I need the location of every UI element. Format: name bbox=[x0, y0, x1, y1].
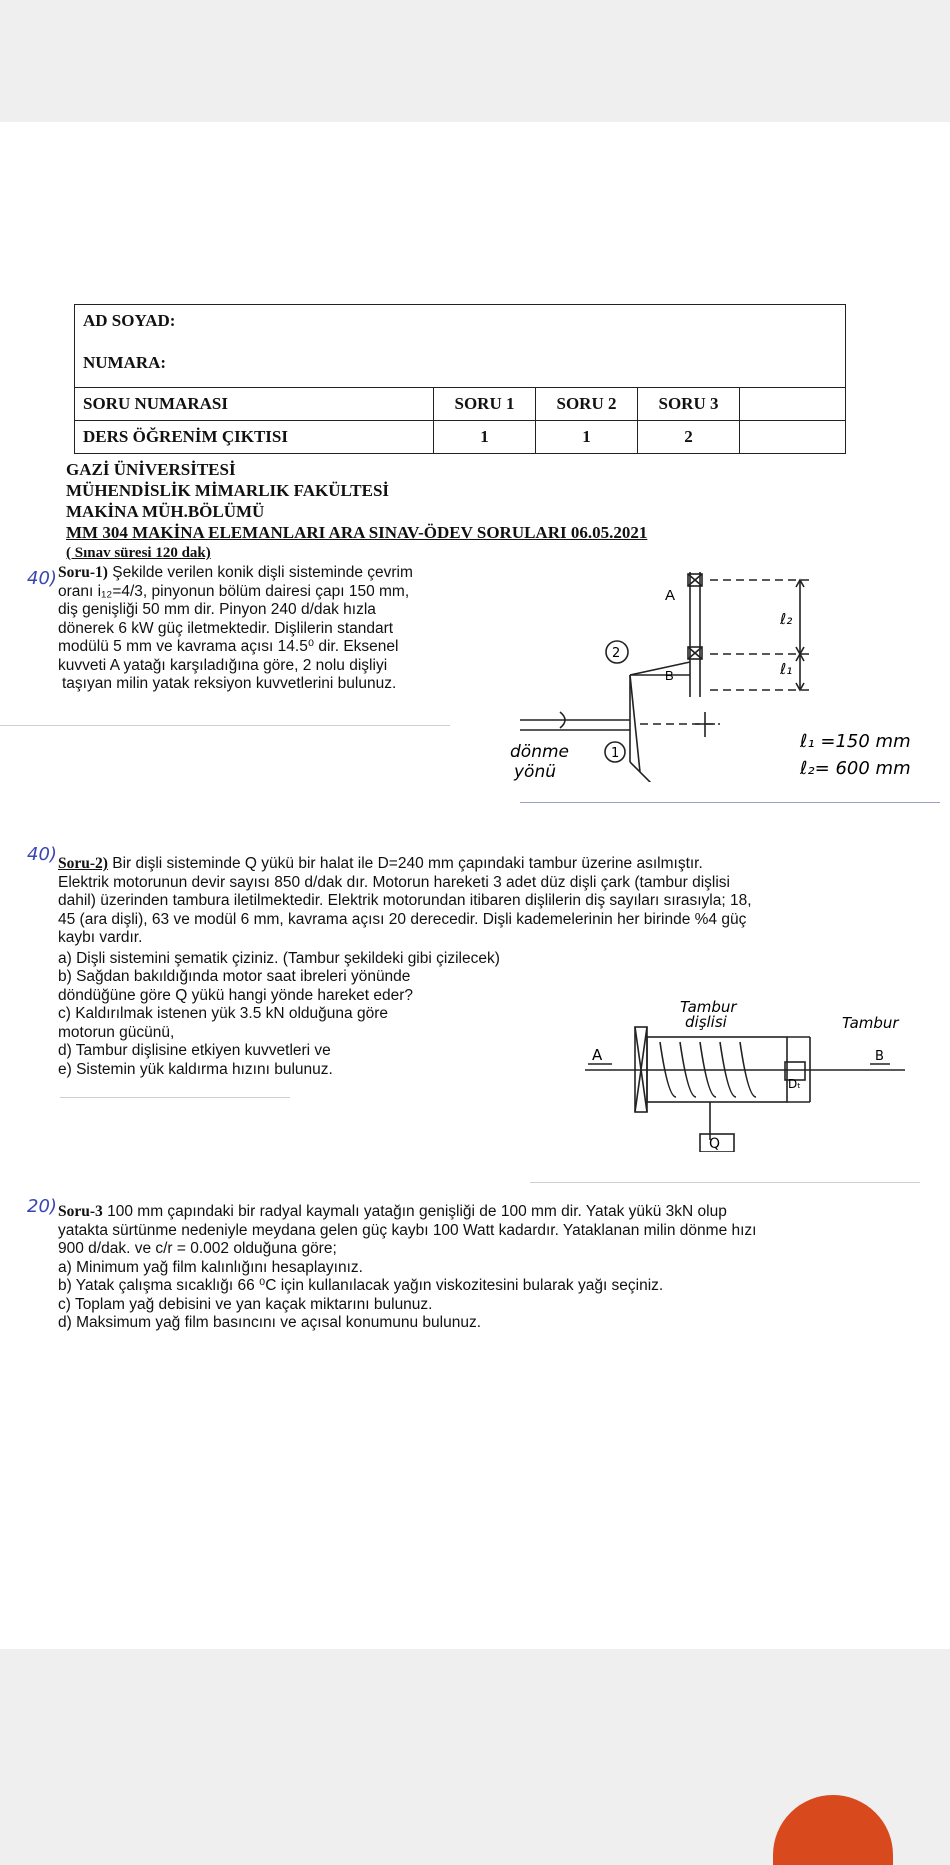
drum-figure bbox=[580, 982, 920, 1152]
q2-line: Elektrik motorunun devir sayısı 850 d/dak dır. Motorun hareketi 3 adet düz dişli çark (tambur dişlisi bbox=[58, 873, 730, 891]
q3-item-c: c) Toplam yağ debisini ve yan kaçak miktarını bulunuz. bbox=[58, 1295, 433, 1313]
q1-line: Şekilde verilen konik dişli sisteminde çevrim bbox=[112, 564, 413, 581]
student-info-table bbox=[74, 304, 846, 454]
q1-line: oranı i₁₂=4/3, pinyonun bölüm dairesi çapı 150 mm, bbox=[58, 582, 410, 600]
q1-text bbox=[58, 564, 498, 694]
q2-item-b-cont: döndüğüne göre Q yükü hangi yönde hareket eder? bbox=[58, 986, 414, 1004]
fig1-gear2-label: 2 bbox=[612, 646, 621, 661]
fig1-eq1: ℓ₁ =150 mm bbox=[800, 731, 911, 752]
q2-item-e: e) Sistemin yük kaldırma hızını bulunuz. bbox=[58, 1060, 333, 1078]
fig2-dt-label: Dₜ bbox=[788, 1077, 801, 1091]
ders-ogrenim-label: DERS ÖĞRENİM ÇIKTISI bbox=[75, 421, 434, 454]
exam-header bbox=[66, 459, 647, 564]
ad-soyad-label: AD SOYAD: bbox=[83, 311, 176, 330]
q2-item-c: c) Kaldırılmak istenen yük 3.5 kN olduğuna göre bbox=[58, 1005, 388, 1022]
exam-sheet bbox=[0, 122, 950, 1649]
fig2-q-label: Q bbox=[709, 1136, 721, 1152]
q3-label: Soru-3 bbox=[58, 1203, 103, 1220]
q2-item-b: b) Sağdan bakıldığında motor saat ibreleri yönünde bbox=[58, 968, 411, 985]
separator-line bbox=[0, 725, 450, 726]
university-name: GAZİ ÜNİVERSİTESİ bbox=[66, 460, 236, 479]
outcome-3: 2 bbox=[638, 421, 740, 454]
fig2-label-b: B bbox=[875, 1049, 884, 1064]
separator-line bbox=[60, 1097, 290, 1098]
soru2-header: SORU 2 bbox=[536, 388, 638, 421]
fig1-gear1-label: 1 bbox=[611, 746, 620, 761]
q1-line: kuvveti A yatağı karşıladığına göre, 2 nolu dişliyi bbox=[58, 656, 388, 674]
q2-item-c-cont: motorun gücünü, bbox=[58, 1023, 175, 1041]
q3-text bbox=[58, 1203, 918, 1333]
fig2-label-a: A bbox=[592, 1046, 603, 1064]
outcome-2: 1 bbox=[536, 421, 638, 454]
q3-points: 20) bbox=[27, 1196, 57, 1217]
q2-label: Soru-2) bbox=[58, 855, 108, 872]
q3-item-b: b) Yatak çalışma sıcaklığı 66 ⁰C için kullanılacak yağın viskozitesini bularak yağı seçiniz. bbox=[58, 1277, 664, 1294]
fig1-l2-label: ℓ₂ bbox=[780, 610, 793, 628]
soru-numarasi-label: SORU NUMARASI bbox=[75, 388, 434, 421]
numara-label: NUMARA: bbox=[83, 353, 167, 372]
soru1-header: SORU 1 bbox=[434, 388, 536, 421]
outcome-1: 1 bbox=[434, 421, 536, 454]
empty-cell bbox=[740, 421, 846, 454]
q3-line: 100 mm çapındaki bir radyal kaymalı yatağın genişliği de 100 mm dir. Yatak yükü 3kN olup bbox=[107, 1203, 727, 1220]
q1-label: Soru-1) bbox=[58, 564, 108, 581]
exam-title: MM 304 MAKİNA ELEMANLARI ARA SINAV-ÖDEV SORULARI 06.05.2021 bbox=[66, 523, 648, 542]
q3-line: 900 d/dak. ve c/r = 0.002 olduğuna göre; bbox=[58, 1240, 337, 1257]
q3-line: yatakta sürtünme nedeniyle meydana gelen güç kaybı 100 Watt kadardır. Yataklanan milin dönme hızı bbox=[58, 1221, 757, 1239]
exam-duration: ( Sınav süresi 120 dak) bbox=[66, 545, 211, 561]
fig2-tambur-dislisi-2: dişlisi bbox=[685, 1013, 727, 1031]
fig1-label-a: A bbox=[665, 587, 676, 604]
q2-line: 45 (ara dişli), 63 ve modül 6 mm, kavrama açısı 20 derecedir. Dişli kademelerinin her birinde %4 güç bbox=[58, 910, 747, 928]
soru3-header: SORU 3 bbox=[638, 388, 740, 421]
empty-cell bbox=[740, 388, 846, 421]
q1-points: 40) bbox=[27, 568, 57, 589]
department-name: MAKİNA MÜH.BÖLÜMÜ bbox=[66, 502, 265, 521]
q1-line: diş genişliği 50 mm dir. Pinyon 240 d/dak hızla bbox=[58, 601, 376, 618]
fig1-donme-label: dönme bbox=[510, 742, 569, 762]
fig1-l1-label: ℓ₁ bbox=[780, 660, 793, 678]
fig1-eq2: ℓ₂= 600 mm bbox=[800, 758, 911, 779]
q2-item-d: d) Tambur dişlisine etkiyen kuvvetleri ve bbox=[58, 1042, 331, 1059]
faculty-name: MÜHENDİSLİK MİMARLIK FAKÜLTESİ bbox=[66, 481, 390, 500]
fig2-tambur-dislisi-1: Tambur bbox=[680, 998, 737, 1016]
q3-item-d: d) Maksimum yağ film basıncını ve açısal konumunu bulunuz. bbox=[58, 1314, 481, 1331]
fig2-tambur: Tambur bbox=[842, 1014, 899, 1032]
q2-line: dahil) üzerinden tambura iletilmektedir. Elektrik motorundan itibaren dişlilerin diş sayıları sırasıyla; 18, bbox=[58, 892, 752, 909]
q2-points: 40) bbox=[27, 844, 57, 865]
q1-line: modülü 5 mm ve kavrama açısı 14.5⁰ dir. Eksenel bbox=[58, 638, 399, 655]
bevel-gear-figure bbox=[500, 562, 940, 782]
q2-line: Bir dişli sisteminde Q yükü bir halat ile D=240 mm çapındaki tambur üzerine asılmıştır. bbox=[112, 855, 703, 872]
separator-line bbox=[520, 802, 940, 803]
name-number-cell bbox=[75, 305, 846, 388]
q2-line: kaybı vardır. bbox=[58, 929, 143, 946]
floating-action-button[interactable] bbox=[773, 1795, 893, 1865]
q1-line: dönerek 6 kW güç iletmektedir. Dişlilerin standart bbox=[58, 619, 394, 637]
q3-item-a: a) Minimum yağ film kalınlığını hesaplayınız. bbox=[58, 1258, 363, 1276]
separator-line bbox=[530, 1182, 920, 1183]
q1-line: taşıyan milin yatak reksiyon kuvvetlerini bulunuz. bbox=[62, 675, 397, 692]
fig1-label-b: B bbox=[665, 668, 674, 683]
fig1-yonu-label: yönü bbox=[514, 762, 557, 782]
q2-item-a: a) Dişli sistemini şematik çiziniz. (Tambur şekildeki gibi çizilecek) bbox=[58, 949, 500, 967]
